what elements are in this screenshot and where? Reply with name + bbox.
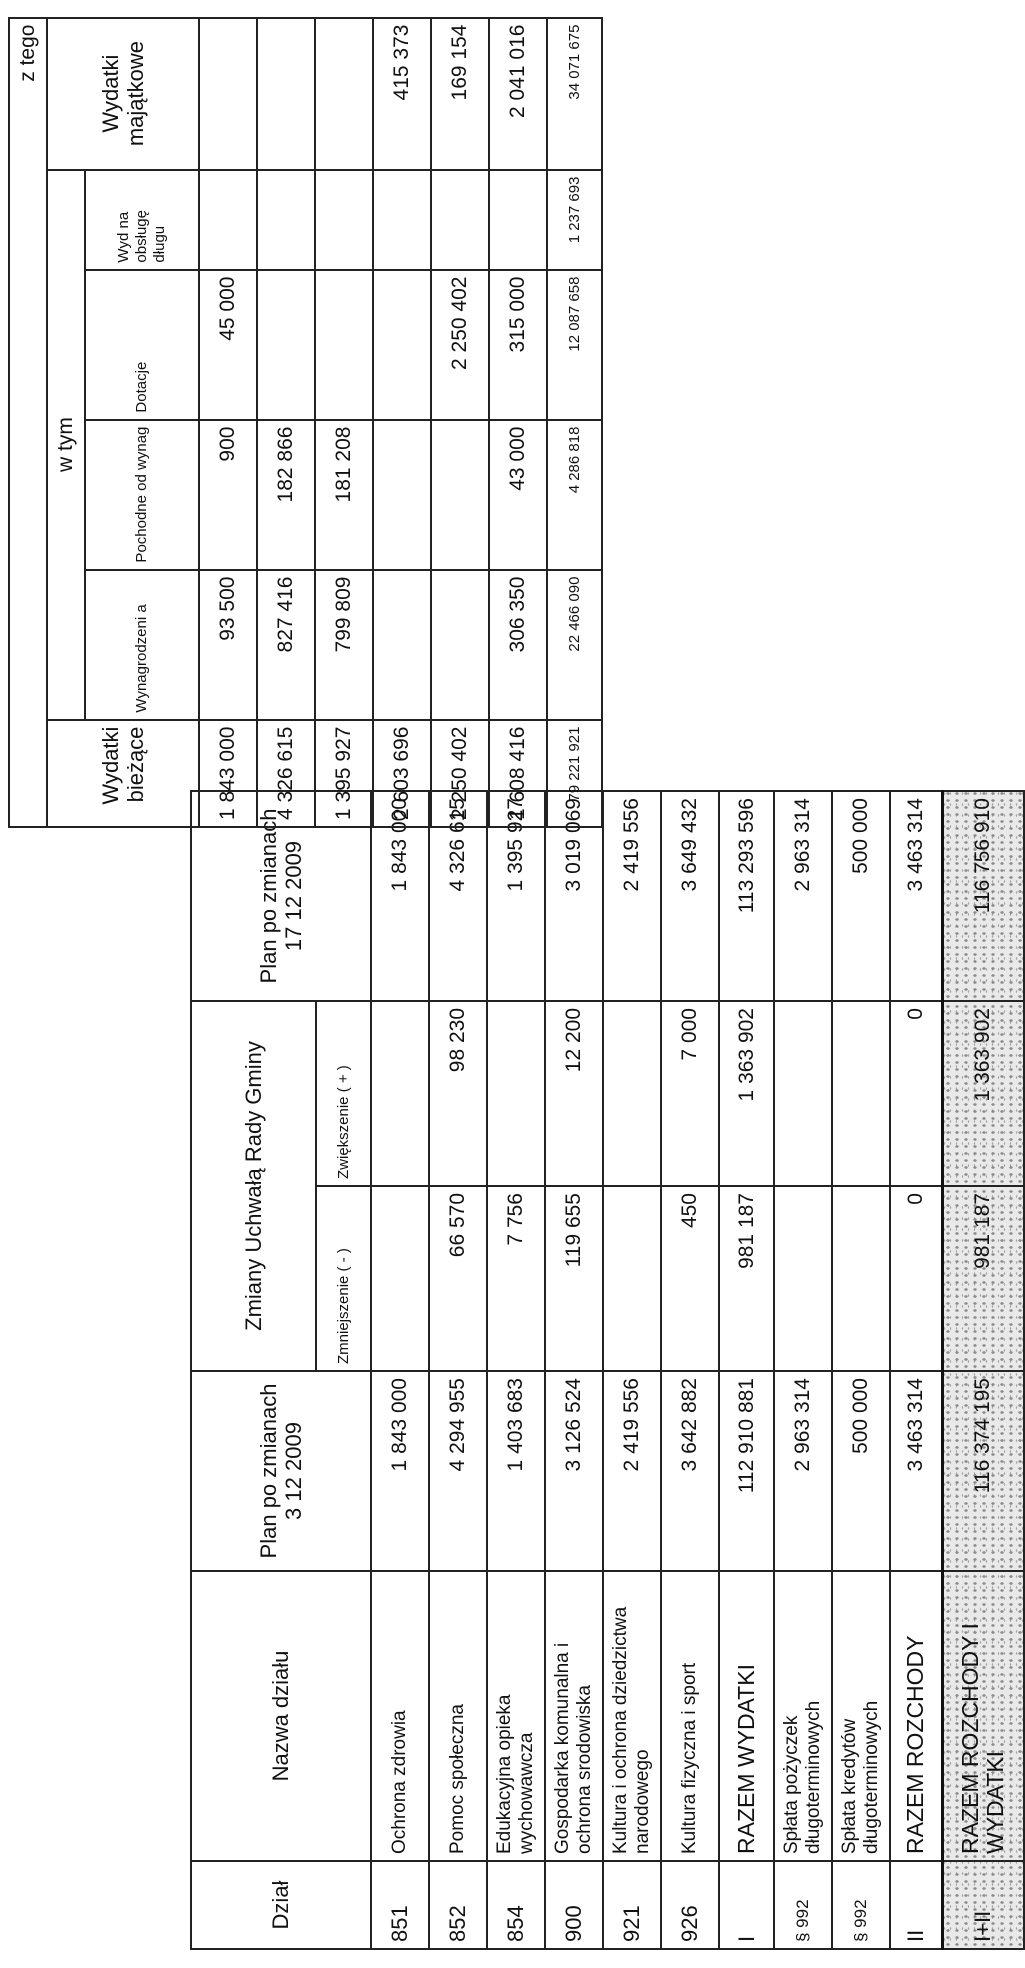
table-row: [371, 791, 429, 1949]
wydatki-biezace: 1 843 000: [199, 720, 257, 827]
decrease: [774, 1186, 832, 1371]
wynagrodzenia: 93 500: [199, 570, 257, 720]
total-row-rozchody: [890, 791, 942, 1949]
dzial-code: 900: [545, 1861, 603, 1949]
wydatki-biezace: 2 603 696: [373, 720, 431, 827]
increase: 12 200: [545, 1001, 603, 1186]
dzial-code: 851: [371, 1861, 429, 1949]
plan-after: 3 649 432: [661, 791, 719, 1001]
decrease: [371, 1186, 429, 1371]
table-row: [429, 791, 487, 1949]
rozchod-name: Spłata kredytów długoterminowych: [832, 1571, 890, 1861]
pochodne: 43 000: [489, 420, 547, 570]
wynagrodzenia-total: 22 466 090: [547, 570, 602, 720]
wydatki-majatkowe: [257, 18, 315, 170]
increase: 1 363 902: [719, 1001, 774, 1186]
plan-before: 1 403 683: [487, 1371, 545, 1571]
wydatki-majatkowe: 415 373: [373, 18, 431, 170]
header-dzial: Dział: [191, 1861, 371, 1949]
pochodne: [431, 420, 489, 570]
razem-rozchody-label: RAZEM ROZCHODY: [890, 1571, 942, 1861]
plan-before: 2 419 556: [603, 1371, 661, 1571]
decrease: 450: [661, 1186, 719, 1371]
obsluga-dlugu: [431, 170, 489, 270]
wydatki-biezace: 1 608 416: [489, 720, 547, 827]
dzial-code: 854: [487, 1861, 545, 1949]
obsluga-dlugu: [257, 170, 315, 270]
wynagrodzenia: 827 416: [257, 570, 315, 720]
table-row: [315, 18, 373, 827]
plan-after: 4 326 615: [429, 791, 487, 1001]
header-dotacje: Dotacje: [85, 270, 199, 420]
plan-after: 2 419 556: [603, 791, 661, 1001]
dotacje: [373, 270, 431, 420]
decrease: 7 756: [487, 1186, 545, 1371]
dzial-name: Gospodarka komunalna i ochrona srodowiska: [545, 1571, 603, 1861]
wydatki-biezace: 4 326 615: [257, 720, 315, 827]
increase: 7 000: [661, 1001, 719, 1186]
decrease: 66 570: [429, 1186, 487, 1371]
current-expenditure-table: [8, 17, 603, 828]
decrease: 119 655: [545, 1186, 603, 1371]
obsluga-dlugu-total: 1 237 693: [547, 170, 602, 270]
plan-before: 112 910 881: [719, 1371, 774, 1571]
increase: [487, 1001, 545, 1186]
plan-after: 1 843 000: [371, 791, 429, 1001]
razem-wydatki-label: RAZEM WYDATKI: [719, 1571, 774, 1861]
plan-after: 2 963 314: [774, 791, 832, 1001]
header-zmiany-uchwala: Zmiany Uchwałą Rady Gminy: [191, 1001, 316, 1371]
header-w-tym: w tym: [47, 170, 85, 720]
dotacje: [257, 270, 315, 420]
dzial-name: Kultura fizyczna i sport: [661, 1571, 719, 1861]
table-row: [487, 791, 545, 1949]
table-row: [257, 18, 315, 827]
increase: [832, 1001, 890, 1186]
dzial-code: 921: [603, 1861, 661, 1949]
section-code: I: [719, 1861, 774, 1949]
wydatki-biezace-total: 79 221 921: [547, 720, 602, 827]
plan-before: 3 126 524: [545, 1371, 603, 1571]
plan-after: 116 756 910: [942, 791, 1024, 1001]
dzial-name: Kultura i ochrona dziedzictwa narodowego: [603, 1571, 661, 1861]
total-row: [547, 18, 602, 827]
dzial-code: 926: [661, 1861, 719, 1949]
pochodne-total: 4 286 818: [547, 420, 602, 570]
header-wydatki-biezace: Wydatki bieżące: [47, 720, 199, 827]
grand-total-row: [942, 791, 1024, 1949]
header-pochodne: Pochodne od wynag: [85, 420, 199, 570]
wydatki-majatkowe: 2 041 016: [489, 18, 547, 170]
plan-after: 500 000: [832, 791, 890, 1001]
header-wydatki-majatkowe: Wydatki majątkowe: [47, 18, 199, 170]
decrease: 981 187: [719, 1186, 774, 1371]
header-zmniejszenie: Zmniejszenie ( - ): [316, 1186, 371, 1371]
wydatki-majatkowe: [315, 18, 373, 170]
rozchod-name: Spłata pożyczek długoterminowych: [774, 1571, 832, 1861]
table-row: [373, 18, 431, 827]
plan-before: 4 294 955: [429, 1371, 487, 1571]
dotacje-total: 12 087 658: [547, 270, 602, 420]
total-row-wydatki: [719, 791, 774, 1949]
plan-before: 116 374 195: [942, 1371, 1024, 1571]
table-row: [832, 791, 890, 1949]
razem-total-label: RAZEM ROZCHODY I WYDATKI: [942, 1571, 1024, 1861]
table-row: [774, 791, 832, 1949]
wynagrodzenia: [373, 570, 431, 720]
section-code: II: [890, 1861, 942, 1949]
dotacje: [315, 270, 373, 420]
plan-after: 1 395 927: [487, 791, 545, 1001]
pochodne: 182 866: [257, 420, 315, 570]
header-plan-17-12-2009: Plan po zmianach 17 12 2009: [191, 791, 371, 1001]
dzial-name: Edukacyjna opieka wychowawcza: [487, 1571, 545, 1861]
increase: 98 230: [429, 1001, 487, 1186]
increase: 1 363 902: [942, 1001, 1024, 1186]
plan-before: 3 642 882: [661, 1371, 719, 1571]
increase: [371, 1001, 429, 1186]
plan-after: 3 463 314: [890, 791, 942, 1001]
plan-before: 1 843 000: [371, 1371, 429, 1571]
table-row: [199, 18, 257, 827]
wydatki-biezace: 2 250 402: [431, 720, 489, 827]
obsluga-dlugu: [315, 170, 373, 270]
dotacje: 45 000: [199, 270, 257, 420]
decrease: 0: [890, 1186, 942, 1371]
increase: 0: [890, 1001, 942, 1186]
header-plan-3-12-2009: Plan po zmianach 3 12 2009: [191, 1371, 371, 1571]
plan-before: 3 463 314: [890, 1371, 942, 1571]
obsluga-dlugu: [489, 170, 547, 270]
table-row: [661, 791, 719, 1949]
section-code: I+II: [942, 1861, 1024, 1949]
header-nazwa-dzialu: Nazwa działu: [191, 1571, 371, 1861]
obsluga-dlugu: [373, 170, 431, 270]
plan-after: 113 293 596: [719, 791, 774, 1001]
table-row: [489, 18, 547, 827]
header-obsluga-dlugu: Wyd na obsługę długu: [85, 170, 199, 270]
table-row: [545, 791, 603, 1949]
wydatki-majatkowe-total: 34 071 675: [547, 18, 602, 170]
decrease: [832, 1186, 890, 1371]
wynagrodzenia: [431, 570, 489, 720]
dotacje: 2 250 402: [431, 270, 489, 420]
wydatki-biezace: 1 395 927: [315, 720, 373, 827]
main-budget-table: [190, 790, 1025, 1950]
dzial-name: Ochrona zdrowia: [371, 1571, 429, 1861]
wydatki-majatkowe: [199, 18, 257, 170]
dzial-name: Pomoc społeczna: [429, 1571, 487, 1861]
increase: [603, 1001, 661, 1186]
paragraph-code: § 992: [774, 1861, 832, 1949]
table-row: [603, 791, 661, 1949]
header-wynagrodzenia: Wynagrodzeni a: [85, 570, 199, 720]
increase: [774, 1001, 832, 1186]
header-zwiekszenie: Zwiększenie ( + ): [316, 1001, 371, 1186]
header-z-tego: z tego: [9, 18, 47, 827]
dzial-code: 852: [429, 1861, 487, 1949]
decrease: [603, 1186, 661, 1371]
plan-before: 500 000: [832, 1371, 890, 1571]
paragraph-code: § 992: [832, 1861, 890, 1949]
wynagrodzenia: 306 350: [489, 570, 547, 720]
pochodne: 900: [199, 420, 257, 570]
plan-after: 3 019 069: [545, 791, 603, 1001]
decrease: 981 187: [942, 1186, 1024, 1371]
pochodne: 181 208: [315, 420, 373, 570]
dotacje: 315 000: [489, 270, 547, 420]
plan-before: 2 963 314: [774, 1371, 832, 1571]
table-row: [431, 18, 489, 827]
wydatki-majatkowe: 169 154: [431, 18, 489, 170]
wynagrodzenia: 799 809: [315, 570, 373, 720]
pochodne: [373, 420, 431, 570]
obsluga-dlugu: [199, 170, 257, 270]
